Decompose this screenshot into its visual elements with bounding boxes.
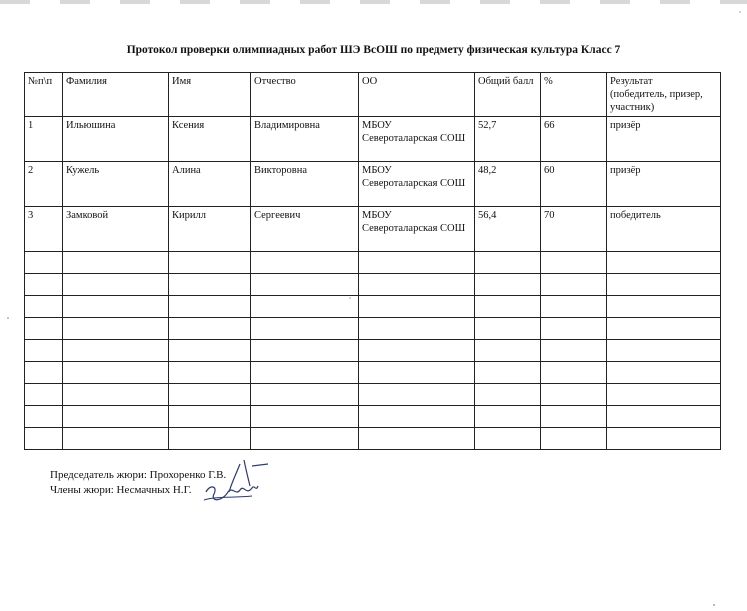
empty-cell (359, 318, 475, 340)
empty-cell (63, 384, 169, 406)
table-body (25, 117, 721, 450)
empty-cell (475, 428, 541, 450)
empty-cell (475, 340, 541, 362)
table-cell: Ильюшина (63, 117, 169, 162)
empty-cell (169, 428, 251, 450)
empty-cell (25, 318, 63, 340)
empty-cell (541, 384, 607, 406)
empty-cell (63, 274, 169, 296)
empty-cell (359, 296, 475, 318)
table-cell: 60 (541, 162, 607, 207)
table-cell: призёр (607, 117, 721, 162)
empty-table-row (25, 406, 721, 428)
empty-cell (359, 252, 475, 274)
column-header: Имя (169, 73, 251, 117)
table-cell: 66 (541, 117, 607, 162)
empty-cell (251, 428, 359, 450)
empty-cell (63, 252, 169, 274)
empty-cell (607, 362, 721, 384)
table-cell: 56,4 (475, 207, 541, 252)
empty-cell (169, 274, 251, 296)
page-title: Протокол проверки олимпиадных работ ШЭ ВсОШ по предмету физическая культура Класс 7 (126, 44, 621, 56)
empty-cell (359, 406, 475, 428)
column-header: Отчество (251, 73, 359, 117)
empty-cell (607, 296, 721, 318)
empty-cell (541, 296, 607, 318)
scan-edge (0, 0, 747, 4)
table-cell: 2 (25, 162, 63, 207)
empty-cell (25, 362, 63, 384)
empty-cell (541, 252, 607, 274)
empty-cell (25, 274, 63, 296)
empty-cell (359, 384, 475, 406)
empty-cell (251, 274, 359, 296)
empty-cell (169, 406, 251, 428)
empty-cell (169, 296, 251, 318)
empty-cell (359, 274, 475, 296)
empty-cell (607, 406, 721, 428)
empty-cell (607, 274, 721, 296)
column-header: №п\п (25, 73, 63, 117)
empty-cell (251, 318, 359, 340)
results-table (24, 72, 721, 450)
table-cell: Кужель (63, 162, 169, 207)
empty-cell (169, 384, 251, 406)
empty-table-row (25, 428, 721, 450)
empty-cell (359, 362, 475, 384)
table-cell: 3 (25, 207, 63, 252)
members-signature-line: Члены жюри: Несмачных Н.Г. (50, 484, 192, 496)
empty-cell (25, 252, 63, 274)
empty-cell (541, 318, 607, 340)
empty-cell (541, 274, 607, 296)
empty-cell (251, 384, 359, 406)
table-cell: Замковой (63, 207, 169, 252)
empty-cell (607, 428, 721, 450)
empty-cell (25, 428, 63, 450)
table-row (25, 162, 721, 207)
empty-cell (541, 428, 607, 450)
table-cell: МБОУ Североталарская СОШ (359, 207, 475, 252)
empty-cell (25, 296, 63, 318)
empty-cell (359, 340, 475, 362)
empty-table-row (25, 252, 721, 274)
empty-table-row (25, 362, 721, 384)
empty-cell (169, 318, 251, 340)
table-cell: призёр (607, 162, 721, 207)
empty-cell (63, 362, 169, 384)
empty-cell (63, 296, 169, 318)
table-cell: Ксения (169, 117, 251, 162)
empty-cell (607, 252, 721, 274)
table-cell: МБОУ Североталарская СОШ (359, 117, 475, 162)
column-header: % (541, 73, 607, 117)
empty-cell (607, 340, 721, 362)
empty-cell (475, 384, 541, 406)
empty-cell (63, 340, 169, 362)
empty-cell (25, 384, 63, 406)
empty-cell (541, 340, 607, 362)
empty-table-row (25, 296, 721, 318)
empty-cell (63, 428, 169, 450)
empty-cell (475, 296, 541, 318)
empty-cell (251, 362, 359, 384)
empty-cell (251, 406, 359, 428)
empty-cell (475, 318, 541, 340)
empty-cell (251, 252, 359, 274)
empty-cell (25, 340, 63, 362)
table-cell: 1 (25, 117, 63, 162)
column-header: Результат (победитель, призер, участник) (607, 73, 721, 117)
column-header: Фамилия (63, 73, 169, 117)
empty-cell (607, 384, 721, 406)
column-header: ОО (359, 73, 475, 117)
table-cell: МБОУ Североталарская СОШ (359, 162, 475, 207)
empty-cell (63, 406, 169, 428)
table-cell: Владимировна (251, 117, 359, 162)
table-cell: Алина (169, 162, 251, 207)
empty-table-row (25, 384, 721, 406)
table-cell: 70 (541, 207, 607, 252)
chairman-signature-line: Председатель жюри: Прохоренко Г.В. (50, 469, 227, 481)
table-row (25, 207, 721, 252)
empty-cell (475, 252, 541, 274)
table-cell: Кирилл (169, 207, 251, 252)
table-cell: Сергеевич (251, 207, 359, 252)
table-cell: 48,2 (475, 162, 541, 207)
table-row (25, 117, 721, 162)
table-cell: победитель (607, 207, 721, 252)
empty-table-row (25, 274, 721, 296)
empty-cell (541, 362, 607, 384)
table-header-row (25, 73, 721, 117)
empty-cell (25, 406, 63, 428)
empty-cell (251, 296, 359, 318)
empty-cell (169, 252, 251, 274)
empty-cell (475, 362, 541, 384)
empty-table-row (25, 340, 721, 362)
empty-cell (475, 274, 541, 296)
empty-cell (359, 428, 475, 450)
empty-cell (475, 406, 541, 428)
empty-table-row (25, 318, 721, 340)
table-cell: Викторовна (251, 162, 359, 207)
empty-cell (541, 406, 607, 428)
empty-cell (607, 318, 721, 340)
empty-cell (251, 340, 359, 362)
empty-cell (169, 362, 251, 384)
empty-cell (169, 340, 251, 362)
empty-cell (63, 318, 169, 340)
column-header: Общий балл (475, 73, 541, 117)
handwritten-signature (196, 452, 276, 512)
table-cell: 52,7 (475, 117, 541, 162)
